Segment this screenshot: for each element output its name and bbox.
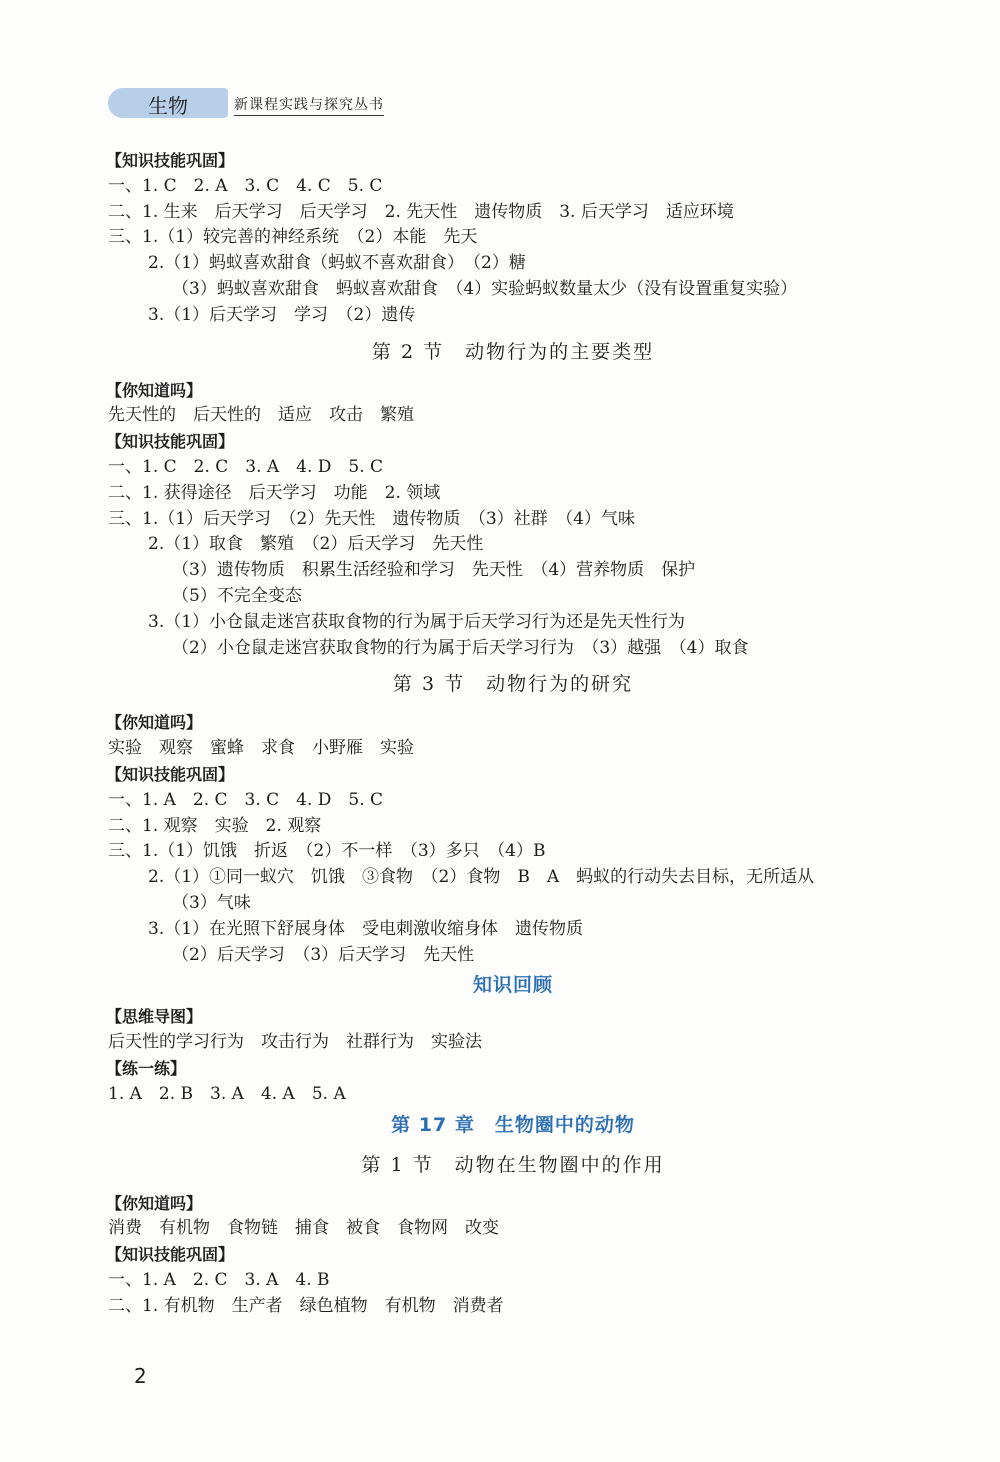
- section-label-text: 【思维导图】: [106, 1007, 203, 1027]
- answer-line: 2.（1）①同一蚁穴 饥饿 ③食物 （2）食物 B A 蚂蚁的行动失去目标，无所适从: [148, 867, 815, 888]
- answer-line: 3.（1）小仓鼠走迷宫获取食物的行为属于后天学习行为还是先天性行为: [148, 611, 686, 632]
- section-label-text: 【练一练】: [106, 1058, 187, 1078]
- section-heading: 第 1 节 动物在生物圈中的作用: [361, 1153, 665, 1176]
- section-label-text: 【你知道吗】: [106, 713, 203, 733]
- answer-line: 三、1.（1）较完善的神经系统 （2）本能 先天: [108, 227, 478, 248]
- section-heading: 第 2 节 动物行为的主要类型: [371, 340, 655, 363]
- answer-line: （2）后天学习 （3）后天学习 先天性: [172, 944, 475, 965]
- series-title: 新课程实践与探究丛书: [234, 94, 384, 116]
- answer-line: 3.（1）在光照下舒展身体 受电刺激收缩身体 遗传物质: [148, 918, 584, 939]
- answer-line: 后天性的学习行为 攻击行为 社群行为 实验法: [108, 1032, 482, 1053]
- section-label: [108, 429, 918, 455]
- answer-line: 1. A 2. B 3. A 4. A 5. A: [108, 1083, 346, 1104]
- answer-line: 一、1. C 2. C 3. A 4. D 5. C: [108, 456, 384, 477]
- section-label-text: 【知识技能巩固】: [106, 1245, 235, 1265]
- answer-line: 一、1. C 2. A 3. C 4. C 5. C: [108, 175, 383, 196]
- section-label: [108, 710, 918, 736]
- answer-line: 二、1. 有机物 生产者 绿色植物 有机物 消费者: [108, 1295, 504, 1316]
- answer-line: 二、1. 获得途径 后天学习 功能 2. 领域: [108, 482, 441, 503]
- answer-line: 2.（1）取食 繁殖 （2）后天学习 先天性: [148, 534, 484, 555]
- section-heading: 第 3 节 动物行为的研究: [392, 673, 634, 696]
- answer-line: （3）遗传物质 积累生活经验和学习 先天性 （4）营养物质 保护: [172, 560, 696, 581]
- section-label: [108, 1242, 918, 1268]
- page-number: 2: [134, 1364, 147, 1388]
- section-label: [108, 148, 918, 174]
- answer-line: （3）气味: [172, 892, 251, 913]
- answer-line: 一、1. A 2. C 3. A 4. B: [108, 1269, 330, 1290]
- answer-line: 二、1. 生来 后天学习 后天学习 2. 先天性 遗传物质 3. 后天学习 适应环境: [108, 201, 734, 222]
- section-label-text: 【知识技能巩固】: [106, 432, 235, 452]
- answer-line: （2）小仓鼠走迷宫获取食物的行为属于后天学习行为 （3）越强 （4）取食: [172, 637, 749, 658]
- answer-content: [108, 148, 918, 1319]
- answer-line: 2.（1）蚂蚁喜欢甜食（蚂蚁不喜欢甜食） （2）糖: [148, 253, 526, 274]
- section-label-text: 【知识技能巩固】: [106, 151, 235, 170]
- section-label: [108, 1056, 918, 1082]
- chapter-heading: 知识回顾: [472, 974, 553, 997]
- answer-line: 先天性的 后天性的 适应 攻击 繁殖: [108, 405, 414, 426]
- answer-line: （3）蚂蚁喜欢甜食 蚂蚁喜欢甜食 （4）实验蚂蚁数量太少（没有设置重复实验）: [172, 278, 798, 299]
- answer-line: 二、1. 观察 实验 2. 观察: [108, 815, 322, 836]
- section-label: [108, 762, 918, 788]
- answer-line: （5）不完全变态: [172, 585, 302, 606]
- section-label-text: 【知识技能巩固】: [106, 764, 235, 784]
- section-label: [108, 378, 918, 404]
- section-label: [108, 1191, 918, 1217]
- subject-label: 生物: [148, 94, 188, 118]
- section-label-text: 【你知道吗】: [106, 1193, 203, 1213]
- answer-line: 一、1. A 2. C 3. C 4. D 5. C: [108, 789, 384, 810]
- answer-line: 三、1.（1）饥饿 折返 （2）不一样 （3）多只 （4）B: [108, 841, 546, 862]
- answer-line: 3.（1）后天学习 学习 （2）遗传: [148, 304, 416, 325]
- answer-line: 实验 观察 蜜蜂 求食 小野雁 实验: [108, 738, 414, 759]
- page-header: [108, 86, 408, 122]
- section-label-text: 【你知道吗】: [106, 380, 203, 400]
- answer-line: 消费 有机物 食物链 捕食 被食 食物网 改变: [108, 1218, 499, 1239]
- answer-line: 三、1.（1）后天学习 （2）先天性 遗传物质 （3）社群 （4）气味: [108, 508, 635, 529]
- section-label: [108, 1004, 918, 1030]
- chapter-heading: 第 17 章 生物圈中的动物: [391, 1113, 635, 1136]
